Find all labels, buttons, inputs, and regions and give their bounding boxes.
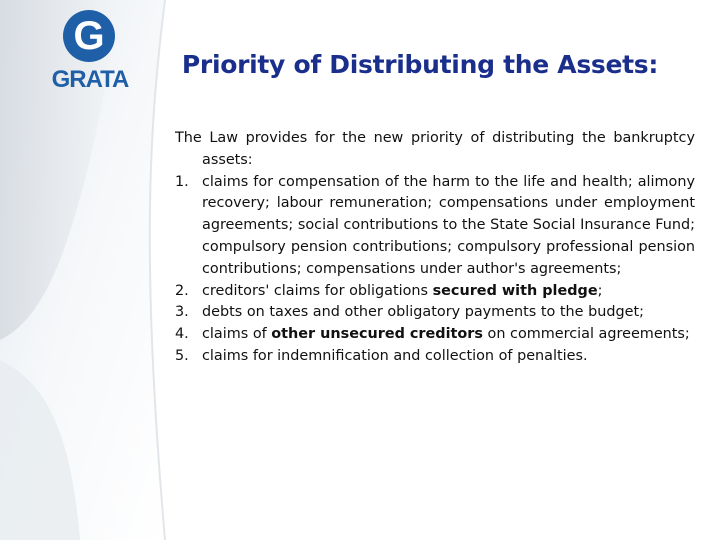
- item-number: 1.: [175, 173, 189, 190]
- list-item: [175, 324, 695, 346]
- item-number: 5.: [175, 347, 189, 364]
- item-text: claims of: [202, 326, 272, 343]
- item-text-end: ;: [597, 282, 603, 299]
- list-item: [175, 346, 695, 368]
- item-text: debts on taxes and other obligatory payments to the budget;: [202, 304, 644, 321]
- list-item: [175, 281, 695, 303]
- list-item: [175, 302, 695, 324]
- item-text-end: on commercial agreements;: [482, 326, 690, 343]
- slide-title: Priority of Distributing the Assets:: [181, 50, 659, 79]
- logo-wordmark: GRATA: [51, 66, 129, 93]
- item-number: 3.: [175, 304, 189, 321]
- slide-body: [175, 128, 695, 368]
- item-number: 2.: [175, 282, 189, 299]
- item-number: 4.: [175, 326, 189, 343]
- item-text: claims for compensation of the harm to the life and health; alimony recovery; labour remuneration; compensations under employment agreements; social contributions to the State Social Insurance Fund; compulsory pension contributions; compulsory professional pension contributions; compensations under author's agreements;: [202, 173, 695, 277]
- item-text: claims for indemnification and collection of penalties.: [202, 347, 588, 364]
- logo-mark: G: [73, 14, 105, 58]
- intro-text: The Law provides for the new priority of distributing the bankruptcy assets:: [175, 130, 695, 168]
- grata-logo: [44, 8, 136, 100]
- item-text: creditors' claims for obligations: [202, 282, 433, 299]
- list-item: [175, 172, 695, 281]
- item-bold-text: secured with pledge: [432, 282, 598, 299]
- item-bold-text: other unsecured creditors: [271, 326, 483, 343]
- priority-list: [175, 172, 695, 368]
